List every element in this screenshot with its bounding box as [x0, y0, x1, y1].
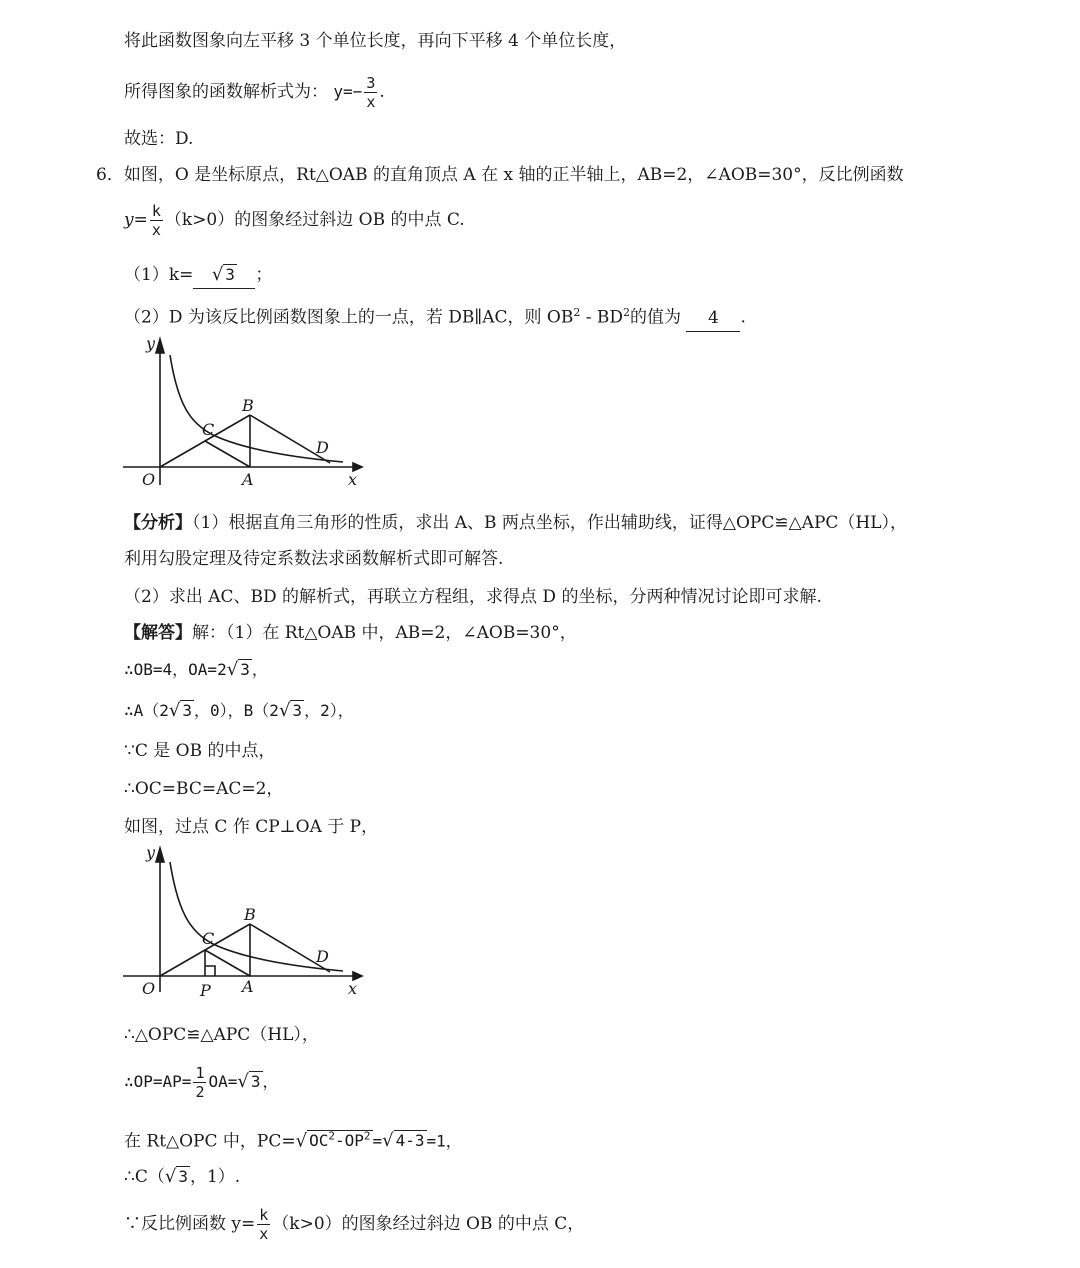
- question-stem: 6．如图，O 是坐标原点，Rt△OAB 的直角顶点 A 在 x 轴的正半轴上，AB=2，∠AOB=30°，反比例函数: [96, 165, 904, 185]
- text-line: 故选：D.: [124, 129, 194, 149]
- solution-line: 在 Rt△OPC 中，PC=√ $OC^2-OP^2$ =√ 4-3 =1，: [124, 1130, 462, 1152]
- right-angle-mark: [205, 966, 215, 976]
- answer-blank: √ 3: [193, 262, 255, 289]
- solution-line: ∴OP=AP= $\frac{1}{2}$ OA=√ 3 ，: [124, 1064, 279, 1101]
- text-line: 所得图象的函数解析式为： y=− $\frac{3}{x}$ .: [124, 74, 385, 111]
- label-P: P: [200, 981, 211, 1000]
- y-arrow: [156, 339, 164, 353]
- fraction: $\frac{k}{x}$: [151, 202, 161, 239]
- text: 所得图象的函数解析式为：: [124, 82, 328, 102]
- label-y: y: [146, 335, 156, 353]
- label-B: B: [244, 905, 256, 924]
- label-x: x: [348, 979, 358, 998]
- solution-line: ∴A（2√ 3 ，0），B（2√ 3 ，2），: [124, 700, 354, 721]
- label-C: C: [202, 929, 215, 948]
- solution-line: ∵反比例函数 y= $\frac{k}{x}$ （k>0）的图象经过斜边 OB 的中点 C，: [124, 1206, 585, 1243]
- label-y: y: [146, 843, 156, 862]
- solution-line: ∴C（√ 3 ，1）.: [124, 1166, 241, 1187]
- label-x: x: [348, 470, 358, 489]
- answer-blank: 4: [686, 305, 740, 332]
- label-B: B: [242, 396, 254, 415]
- figure-1: [118, 335, 378, 495]
- label-A: A: [242, 977, 254, 996]
- analysis-line: （2）求出 AC、BD 的解析式，再联立方程组，求得点 D 的坐标，分两种情况讨论即可求解.: [124, 587, 822, 607]
- solution-line: 如图，过点 C 作 CP⊥OA 于 P，: [124, 817, 379, 837]
- figure-2: [118, 842, 378, 1002]
- analysis-line: 利用勾股定理及待定系数法求函数解析式即可解答.: [124, 549, 504, 569]
- fraction: $\frac{k}{x}$: [259, 1206, 269, 1243]
- label-D: D: [316, 438, 329, 457]
- solution-line: ∴OB=4，OA=2√ 3 ，: [124, 659, 268, 680]
- analysis-line: 【分析】（1）根据直角三角形的性质，求出 A、B 两点坐标，作出辅助线，证得△OPC≌△APC（HL），: [124, 513, 908, 533]
- fraction: $\frac{3}{x}$: [366, 74, 376, 111]
- solution-line: ∴OC=BC=AC=2，: [124, 779, 284, 799]
- label-O: O: [142, 470, 156, 489]
- sub-question-2: （2）D 为该反比例函数图象上的一点，若 DB∥AC，则 $OB^2 - BD^2$的值为 4 .: [124, 300, 746, 332]
- segment-AC: [205, 441, 250, 467]
- y-arrow: [156, 848, 164, 862]
- formula: y=−: [333, 82, 363, 101]
- label-O: O: [142, 979, 156, 998]
- sub-question-1: （1）k= √ 3 ；: [124, 262, 272, 289]
- question-stem-line2: y= $\frac{k}{x}$ （k>0）的图象经过斜边 OB 的中点 C.: [124, 202, 465, 239]
- analysis-label: 【分析】: [124, 513, 192, 533]
- solution-line: ∵C 是 OB 的中点，: [124, 741, 276, 761]
- fraction: $\frac{1}{2}$: [195, 1064, 205, 1101]
- label-D: D: [316, 947, 329, 966]
- solution-line: ∴△OPC≌△APC（HL），: [124, 1025, 319, 1045]
- text-line: 将此函数图象向左平移 3 个单位长度，再向下平移 4 个单位长度，: [124, 31, 627, 51]
- label-A: A: [242, 470, 254, 489]
- question-number: 6．: [96, 165, 124, 185]
- segment-AC: [205, 950, 250, 976]
- solution-label: 【解答】: [124, 623, 192, 643]
- label-C: C: [202, 420, 215, 439]
- solution-line: 【解答】解：（1）在 Rt△OAB 中，AB=2，∠AOB=30°，: [124, 623, 577, 643]
